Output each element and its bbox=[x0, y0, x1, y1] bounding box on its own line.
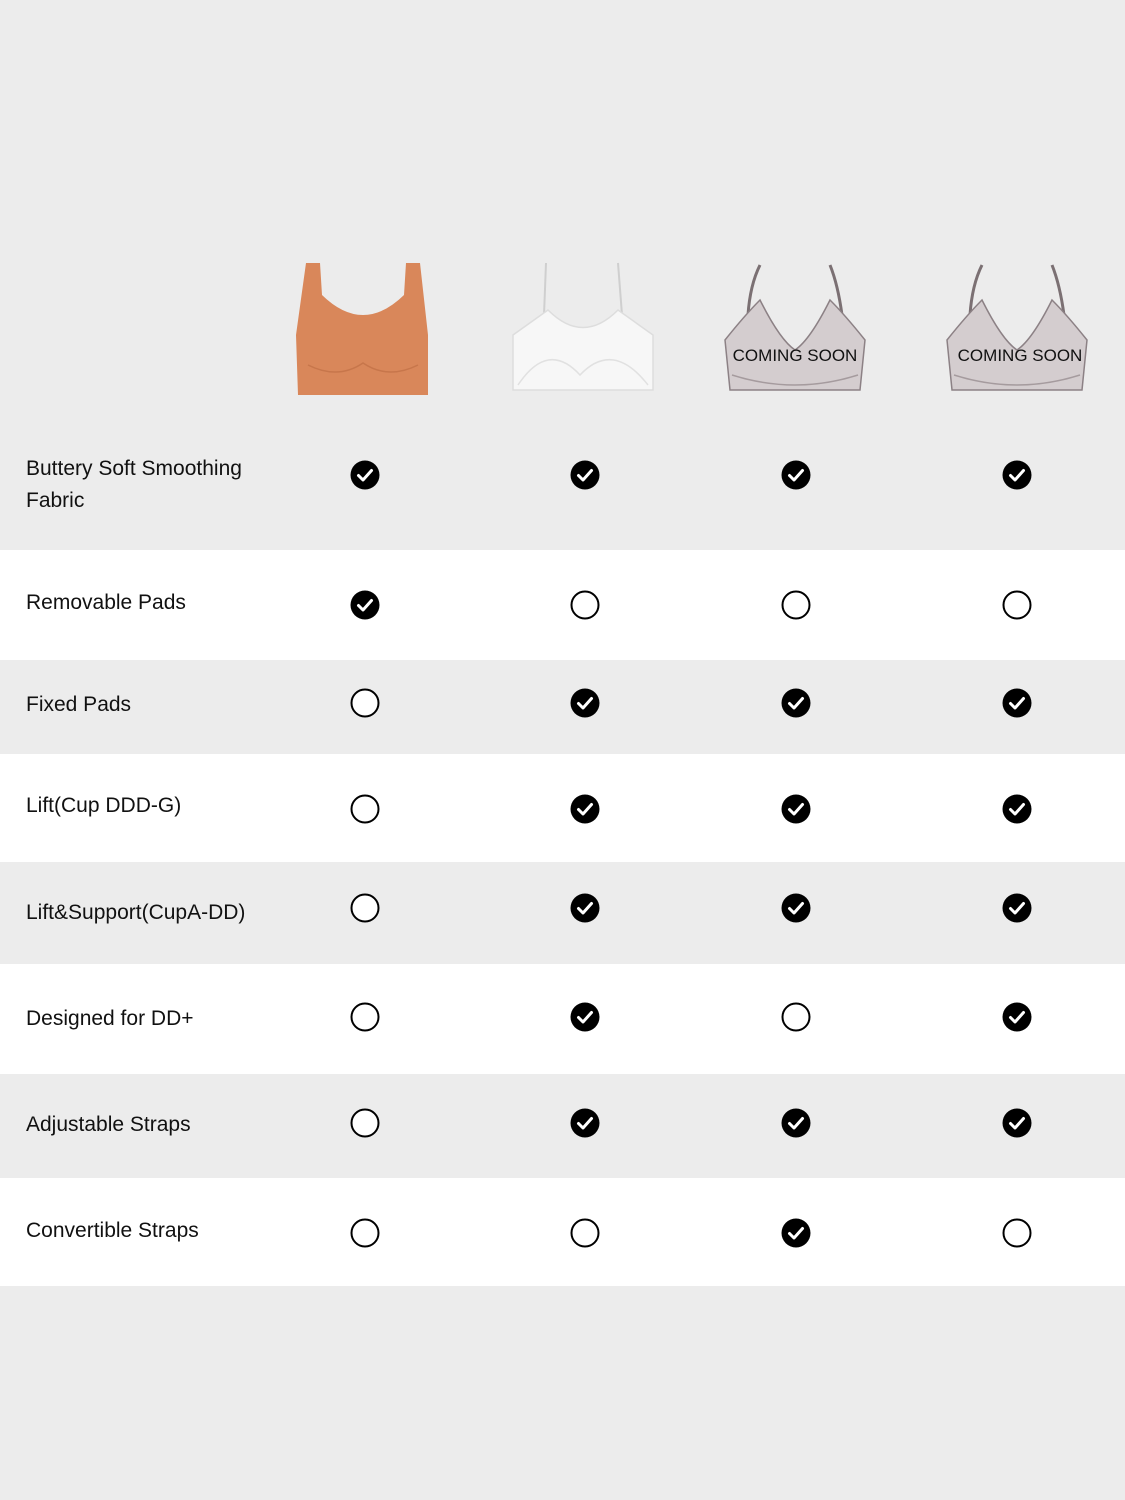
check-circle-icon bbox=[570, 1108, 600, 1138]
check-circle-icon bbox=[570, 794, 600, 824]
empty-circle-icon bbox=[350, 688, 380, 718]
coming-soon-badge: COMING SOON bbox=[957, 346, 1083, 365]
check-circle-icon bbox=[350, 460, 380, 490]
feature-label: Convertible Straps bbox=[26, 1219, 199, 1242]
check-circle-icon bbox=[570, 460, 600, 490]
check-circle-icon bbox=[1002, 794, 1032, 824]
coming-soon-badge: COMING SOON bbox=[732, 346, 858, 365]
check-circle-icon bbox=[1002, 460, 1032, 490]
empty-circle-icon bbox=[570, 1218, 600, 1248]
check-circle-icon bbox=[350, 590, 380, 620]
check-circle-icon bbox=[781, 688, 811, 718]
empty-circle-icon bbox=[350, 893, 380, 923]
feature-label: Designed for DD+ bbox=[26, 1007, 194, 1030]
feature-label: Lift(Cup DDD-G) bbox=[26, 794, 182, 817]
table-row bbox=[0, 754, 1125, 862]
product-image-gray-vneck-bra-1 bbox=[720, 255, 870, 405]
check-circle-icon bbox=[1002, 893, 1032, 923]
product-image-white-strap-bra bbox=[508, 255, 658, 405]
empty-circle-icon bbox=[1002, 590, 1032, 620]
check-circle-icon bbox=[570, 1002, 600, 1032]
table-row bbox=[0, 550, 1125, 660]
check-circle-icon bbox=[781, 1108, 811, 1138]
table-row bbox=[0, 964, 1125, 1074]
check-circle-icon bbox=[570, 893, 600, 923]
feature-label: Removable Pads bbox=[26, 591, 186, 614]
feature-label: Adjustable Straps bbox=[26, 1113, 191, 1136]
check-circle-icon bbox=[781, 460, 811, 490]
table-row bbox=[0, 420, 1125, 550]
empty-circle-icon bbox=[570, 590, 600, 620]
product-image-orange-tank-bra bbox=[288, 255, 438, 405]
check-circle-icon bbox=[781, 893, 811, 923]
empty-circle-icon bbox=[781, 590, 811, 620]
check-circle-icon bbox=[781, 794, 811, 824]
check-circle-icon bbox=[570, 688, 600, 718]
feature-label: Fixed Pads bbox=[26, 693, 132, 716]
empty-circle-icon bbox=[350, 1218, 380, 1248]
empty-circle-icon bbox=[1002, 1218, 1032, 1248]
empty-circle-icon bbox=[350, 794, 380, 824]
table-row bbox=[0, 1074, 1125, 1178]
feature-label: Lift&Support(CupA-DD) bbox=[26, 901, 246, 924]
empty-circle-icon bbox=[350, 1108, 380, 1138]
check-circle-icon bbox=[1002, 1108, 1032, 1138]
table-row bbox=[0, 660, 1125, 754]
feature-label: Buttery Soft Smoothing Fabric bbox=[26, 457, 242, 512]
product-image-gray-vneck-bra-2 bbox=[942, 255, 1092, 405]
check-circle-icon bbox=[781, 1218, 811, 1248]
table-row bbox=[0, 862, 1125, 964]
check-circle-icon bbox=[1002, 1002, 1032, 1032]
table-row bbox=[0, 1178, 1125, 1286]
empty-circle-icon bbox=[781, 1002, 811, 1032]
empty-circle-icon bbox=[350, 1002, 380, 1032]
check-circle-icon bbox=[1002, 688, 1032, 718]
